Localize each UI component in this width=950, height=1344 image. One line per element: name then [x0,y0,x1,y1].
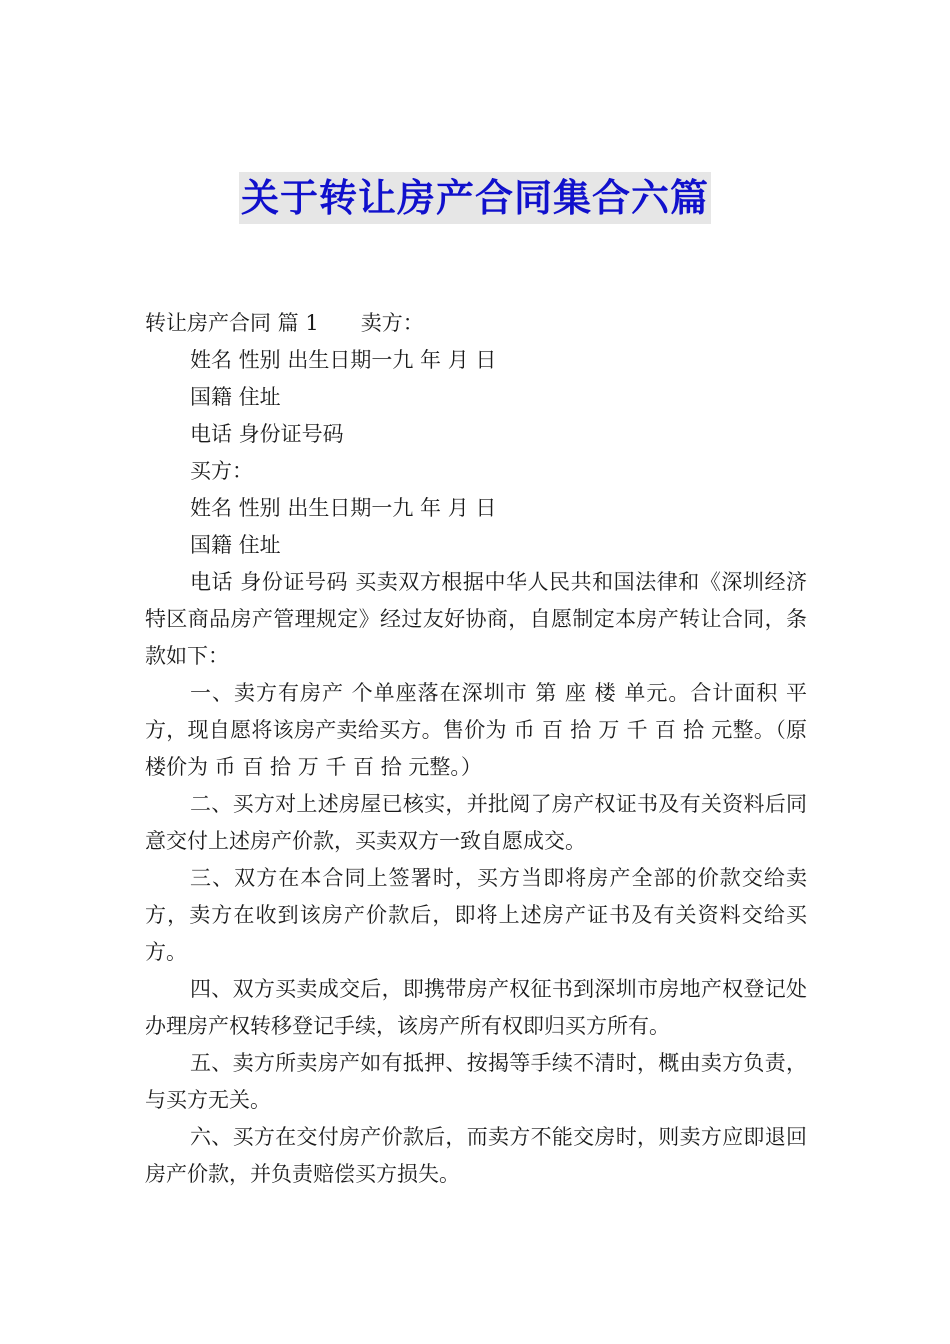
clause-1: 一、卖方有房产 个单座落在深圳市 第 座 楼 单元。合计面积 平方，现自愿将该房产卖给买方。售价为 币 百 拾 万 千 百 拾 元整。（原楼价为 币 百 拾 万 千 百 拾 元整。） [145,681,807,779]
title-wrapper [0,172,950,224]
intro-paragraph: 电话 身份证号码 买卖双方根据中华人民共和国法律和《深圳经济特区商品房产管理规定》经过友好协商，自愿制定本房产转让合同，条款如下： [145,570,807,668]
buyer-line-nationality: 国籍 住址 [190,533,281,557]
clause-3: 三、双方在本合同上签署时，买方当即将房产全部的价款交给卖方，卖方在收到该房产价款后，即将上述房产证书及有关资料交给买方。 [145,866,807,964]
seller-line-phone: 电话 身份证号码 [190,422,344,446]
clause-6: 六、买方在交付房产价款后，而卖方不能交房时，则卖方应即退回房产价款，并负责赔偿买方损失。 [145,1125,807,1186]
seller-label: 卖方： [360,311,424,335]
buyer-label: 买方： [190,459,253,483]
contract-heading-label: 转让房产合同 篇 1 [145,311,319,335]
contract-body [145,305,807,1193]
clause-5: 五、卖方所卖房产如有抵押、按揭等手续不清时，概由卖方负责，与买方无关。 [145,1051,807,1112]
seller-line-name: 姓名 性别 出生日期一九 年 月 日 [190,348,497,372]
contract-heading-line [145,305,807,342]
clause-4: 四、双方买卖成交后，即携带房产权征书到深圳市房地产权登记处办理房产权转移登记手续，该房产所有权即归买方所有。 [145,977,807,1038]
document-title: 关于转让房产合同集合六篇 [239,172,711,224]
clause-2: 二、买方对上述房屋已核实，并批阅了房产权证书及有关资料后同意交付上述房产价款，买卖双方一致自愿成交。 [145,792,807,853]
seller-line-nationality: 国籍 住址 [190,385,281,409]
buyer-line-name: 姓名 性别 出生日期一九 年 月 日 [190,496,497,520]
